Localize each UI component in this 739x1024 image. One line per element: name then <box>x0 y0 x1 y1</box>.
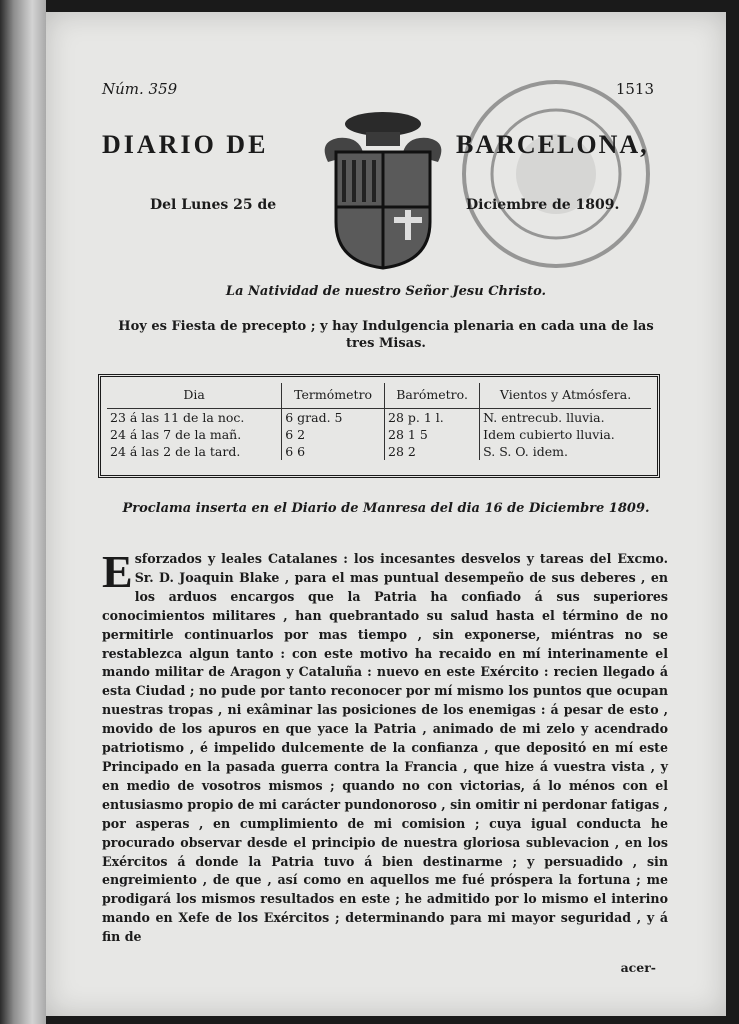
col-dia: Dia <box>107 383 282 409</box>
date-right: Diciembre de 1809. <box>466 197 620 213</box>
drop-cap: E <box>102 546 133 597</box>
col-barometro: Barómetro. <box>385 383 480 409</box>
cell-term: 6 6 <box>282 443 385 460</box>
cell-dia: 24 á las 7 de la mañ. <box>110 427 242 442</box>
date-left: Del Lunes 25 de <box>150 197 277 213</box>
coat-of-arms-icon <box>308 102 458 272</box>
catchword: acer- <box>620 960 656 975</box>
proclamation-title: Proclama inserta en el Diario de Manresa del dia 16 de Diciembre 1809. <box>122 501 650 516</box>
article-text: sforzados y leales Catalanes : los incesantes desvelos y tareas del Excmo. Sr. D. Joaquin Blake , para el mas puntual desempeño de sus deberes , en los arduos encargos que la Patria ha confiado á sus superiores conocimientos militares , han quebrantado su salud hasta el término de no permitirle continuarlos por mas tiempo , sin exponerse, miéntras no se restablezca algun tanto : con este motivo ha recaido en mí interinamente el mando militar de Aragon y Cataluña : nuevo en este Exército : recien llegado á esta Ciudad ; no pude por tanto reconocer por mí mismo los puntos que ocupan nuestras tropas , ni exâminar las posiciones de los enemigas : á pesar de esto , movido de los apuros en que yace la Patria , animado de mi zelo y acendrado patriotismo , é impelido dulcemente de la confianza , que depositó en mí este Principado en la pasada guerra contra la Francia , que hize á vuestra vista , y en medio de vosotros mismos ; quando no con victorias, á lo ménos con el entusiasmo propio de mi carácter pundonoroso , sin omitir ni perdonar fatigas , por asperas , en cumplimiento de mi comision ; cuya igual conducta he procurado observar desde el principio de nuestra gloriosa sublevacion , en los Exércitos á donde la Patria tuvo á bien destinarme ; y persuadido , sin engreimiento , de que , así como en aquellos me fué próspera la fortuna ; me prodigará los mismos resultados en este ; he admitido por lo mismo el interino mando en Xefe de los Exércitos ; determinando para mi mayor seguridad , y á fin de <box>102 551 668 945</box>
weather-table <box>98 374 660 478</box>
col-vientos: Vientos y Atmósfera. <box>480 383 651 409</box>
cell-vientos: S. S. O. idem. <box>480 443 651 460</box>
masthead-title-right: BARCELONA, <box>456 130 649 159</box>
cell-baro: 28 2 <box>385 443 480 460</box>
cell-vientos: N. entrecub. lluvia. <box>480 409 651 427</box>
article-body <box>102 546 668 947</box>
cell-baro: 28 p. 1 l. <box>385 409 480 427</box>
issue-number: Núm. 359 <box>102 80 178 98</box>
cell-baro: 28 1 5 <box>385 426 480 443</box>
cell-dia: 24 á las 2 de la tard. <box>110 444 241 459</box>
table-row <box>107 409 651 427</box>
cell-dia: 23 á las 11 de la noc. <box>110 410 245 425</box>
feast-line: La Natividad de nuestro Señor Jesu Christo. <box>225 284 547 299</box>
col-termometro: Termómetro <box>282 383 385 409</box>
cell-term: 6 grad. 5 <box>282 409 385 427</box>
table-row <box>107 426 651 443</box>
page-number: 1513 <box>615 80 654 98</box>
book-spine <box>0 0 46 1024</box>
cell-term: 6 2 <box>282 426 385 443</box>
cell-vientos: Idem cubierto lluvia. <box>480 426 651 443</box>
indulgence-notice: Hoy es Fiesta de precepto ; y hay Indulgencia plenaria en cada una de las tres Misas. <box>118 319 654 351</box>
newspaper-page <box>46 12 726 1016</box>
library-stamp-icon <box>456 74 656 274</box>
masthead-title-left: DIARIO DE <box>102 130 269 159</box>
table-row <box>107 443 651 460</box>
